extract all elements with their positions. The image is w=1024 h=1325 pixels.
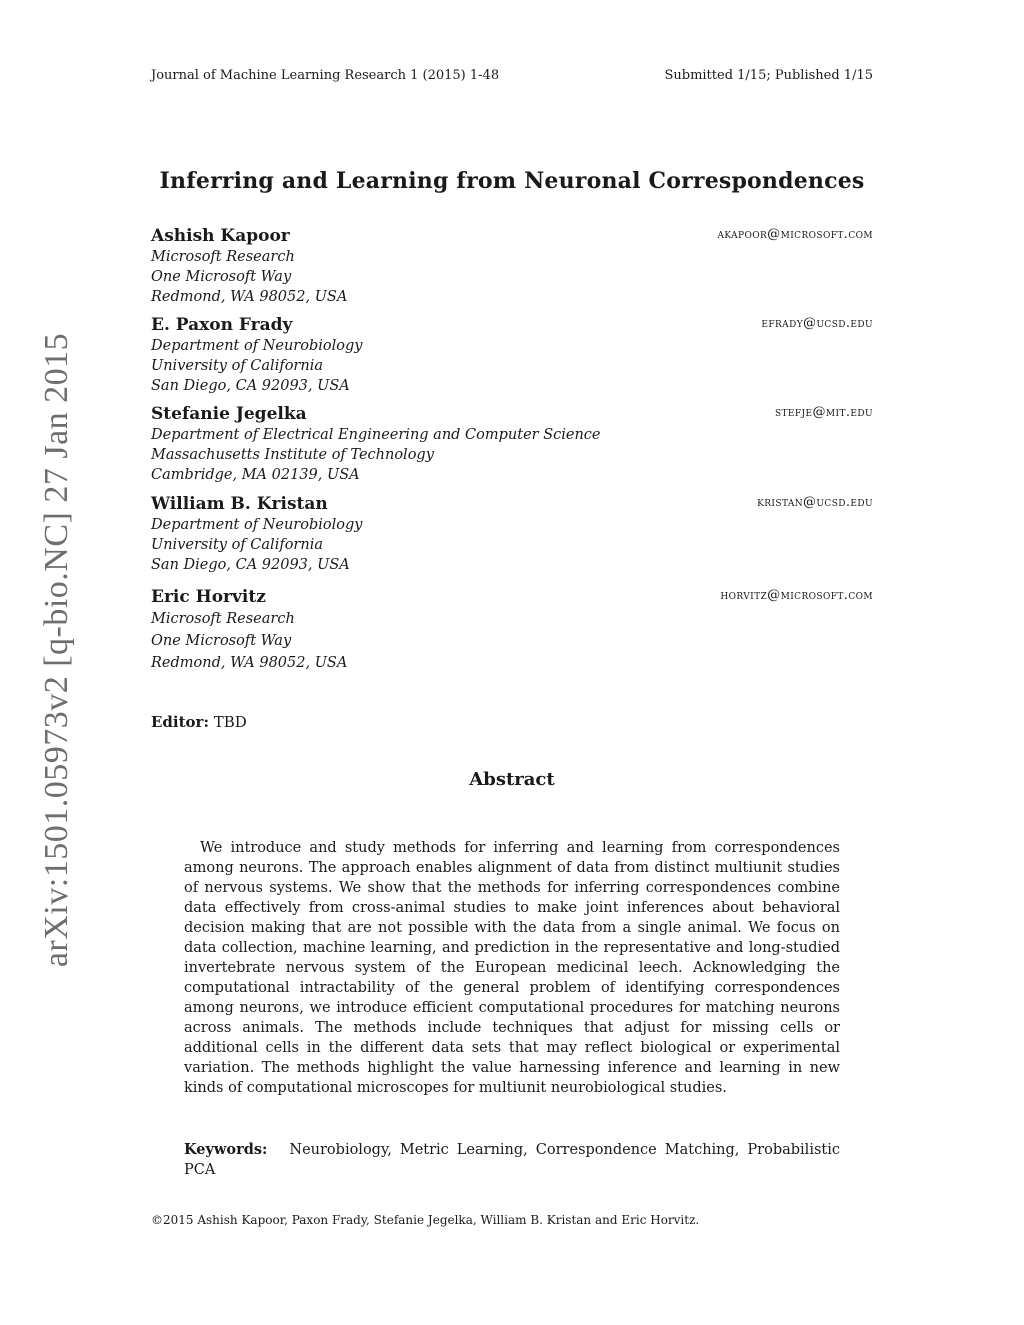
author-block [151,586,873,674]
author-email[interactable]: horvitz@microsoft.com [720,588,873,603]
copyright-notice: ©2015 Ashish Kapoor, Paxon Frady, Stefanie Jegelka, William B. Kristan and Eric Horvitz. [151,1213,700,1227]
author-affiliation-line: University of California [151,537,323,553]
author-email[interactable]: akapoor@microsoft.com [717,227,873,242]
author-affiliation-line: Cambridge, MA 02139, USA [151,467,360,483]
author-name: Eric Horvitz [151,587,266,607]
author-affiliation-line: Microsoft Research [151,611,295,627]
author-affiliation-line: Department of Neurobiology [151,517,363,533]
author-block [151,225,873,307]
author-email[interactable]: stefje@mit.edu [774,405,873,420]
keywords-line [184,1140,840,1180]
author-email[interactable]: efrady@ucsd.edu [761,316,873,331]
journal-header: Journal of Machine Learning Research 1 (2015) 1-48 [151,68,500,83]
author-affiliation-line: Redmond, WA 98052, USA [151,655,348,671]
keywords-value: Neurobiology, Metric Learning, Correspondence Matching, Probabilistic PCA [184,1142,840,1178]
editor-value: TBD [213,713,247,731]
author-block [151,493,873,575]
arxiv-stamp: arXiv:1501.05973v2 [q-bio.NC] 27 Jan 2015 [38,332,75,968]
author-name: Ashish Kapoor [151,226,290,246]
author-affiliation-line: Department of Electrical Engineering and Computer Science [151,427,601,443]
author-affiliation-line: University of California [151,358,323,374]
paper-title: Inferring and Learning from Neuronal Correspondences [159,168,865,194]
author-affiliation-line: Department of Neurobiology [151,338,363,354]
author-block [151,403,873,485]
author-affiliation-line: San Diego, CA 92093, USA [151,378,350,394]
keywords-label: Keywords: [184,1141,268,1158]
author-affiliation-line: Microsoft Research [151,249,295,265]
editor-line [151,713,247,731]
editor-label: Editor: [151,713,209,731]
author-affiliation-line: One Microsoft Way [151,633,292,649]
submission-dates: Submitted 1/15; Published 1/15 [664,68,873,83]
author-block [151,314,873,396]
author-affiliation-line: Massachusetts Institute of Technology [151,447,434,463]
abstract-body: We introduce and study methods for inferring and learning from correspondences among neurons. The approach enables alignment of data from distinct multiunit studies of nervous systems. We show that the methods for inferring correspondences combine data effectively from cross-animal studies to make joint inferences about behavioral decision making that are not possible with the data from a single animal. We focus on data collection, machine learning, and prediction in the representative and long-studied invertebrate nervous system of the European medicinal leech. Acknowledging the computational intractability of the general problem of identifying correspondences among neurons, we introduce efficient computational procedures for matching neurons across animals. The methods include techniques that adjust for missing cells or additional cells in the different data sets that may reflect biological or experimental variation. The methods highlight the value harnessing inference and learning in new kinds of computational microscopes for multiunit neurobiological studies. [184,840,840,1096]
author-name: Stefanie Jegelka [151,404,307,424]
author-affiliation-line: Redmond, WA 98052, USA [151,289,348,305]
author-name: William B. Kristan [151,494,328,514]
author-affiliation-line: One Microsoft Way [151,269,292,285]
abstract-heading: Abstract [469,769,555,790]
author-name: E. Paxon Frady [151,315,293,335]
author-affiliation-line: San Diego, CA 92093, USA [151,557,350,573]
author-email[interactable]: kristan@ucsd.edu [757,495,873,510]
